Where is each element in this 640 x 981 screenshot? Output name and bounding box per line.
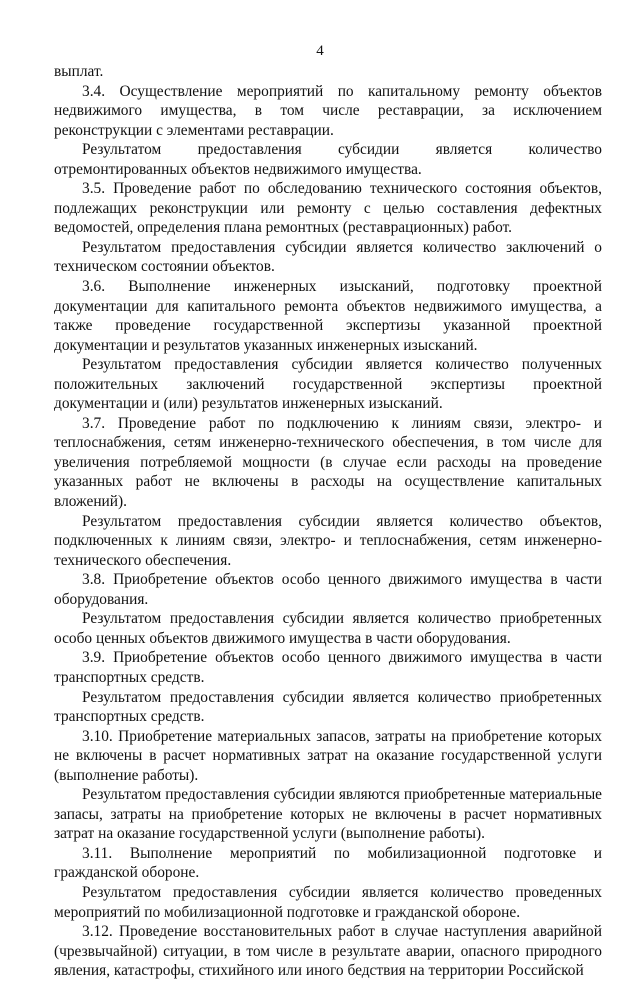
- page-number: 4: [316, 43, 324, 59]
- paragraph-3-5-result: Результатом предоставления субсидии является количество заключений о техническом состоянии объектов.: [54, 238, 602, 276]
- paragraph-3-4: 3.4. Осуществление мероприятий по капитальному ремонту объектов недвижимого имущества, в том числе реставрации, за исключением реконструкции с элементами реставрации.: [54, 82, 602, 139]
- paragraph-3-4-result: Результатом предоставления субсидии является количество отремонтированных объектов недвижимого имущества.: [54, 141, 602, 178]
- paragraph-3-7: 3.7. Проведение работ по подключению к линиям связи, электро- и теплоснабжения, сетям инженерно-технического обеспечения, в том числе для увеличения потребляемой мощности (в случае если расходы на проведение указанных работ не включены в расходы на осуществление капитальных вложений).: [54, 414, 602, 511]
- paragraph-3-11: 3.11. Выполнение мероприятий по мобилизационной подготовке и гражданской обороне.: [54, 844, 602, 882]
- paragraph-3-9: 3.9. Приобретение объектов особо ценного движимого имущества в части транспортных средств.: [54, 649, 602, 686]
- document-body: [54, 62, 602, 981]
- paragraph-3-7-result: Результатом предоставления субсидии является количество объектов, подключенных к линиям связи, электро- и теплоснабжения, сетям инженерно-технического обеспечения.: [54, 512, 602, 569]
- paragraph-3-10-result: Результатом предоставления субсидии являются приобретенные материальные запасы, затраты на приобретение которых не включены в расчет нормативных затрат на оказание государственной услуги (выполнение работы).: [54, 786, 602, 843]
- paragraph-3-8: 3.8. Приобретение объектов особо ценного движимого имущества в части оборудования.: [54, 571, 602, 608]
- paragraph-3-5: 3.5. Проведение работ по обследованию технического состояния объектов, подлежащих реконструкции или ремонту с целью составления дефектных ведомостей, определения плана ремонтных (реставрационных) работ.: [54, 180, 602, 237]
- paragraph-3-11-result: Результатом предоставления субсидии является количество проведенных мероприятий по мобилизационной подготовке и гражданской обороне.: [54, 883, 602, 921]
- paragraph-3-9-result: Результатом предоставления субсидии является количество приобретенных транспортных средств.: [54, 688, 602, 726]
- paragraph-3-6-result: Результатом предоставления субсидии является количество полученных положительных заключений государственной экспертизы проектной документации и (или) результатов инженерных изысканий.: [54, 356, 602, 413]
- paragraph-3-8-result: Результатом предоставления субсидии является количество приобретенных особо ценных объектов движимого имущества в части оборудования.: [54, 610, 602, 647]
- paragraph-3-12: 3.12. Проведение восстановительных работ в случае наступления аварийной (чрезвычайной) ситуации, в том числе в результате аварии, опасного природного явления, катастрофы, стихийного или иного бедствия на территории Российской: [54, 923, 602, 980]
- paragraph-continuation: выплат.: [54, 63, 104, 80]
- paragraph-3-10: 3.10. Приобретение материальных запасов, затраты на приобретение которых не включены в расчет нормативных затрат на оказание государственной услуги (выполнение работы).: [54, 727, 602, 784]
- paragraph-3-6: 3.6. Выполнение инженерных изысканий, подготовку проектной документации для капитального ремонта объектов недвижимого имущества, а также проведение государственной экспертизы указанной проектной документации и результатов указанных инженерных изысканий.: [54, 278, 602, 354]
